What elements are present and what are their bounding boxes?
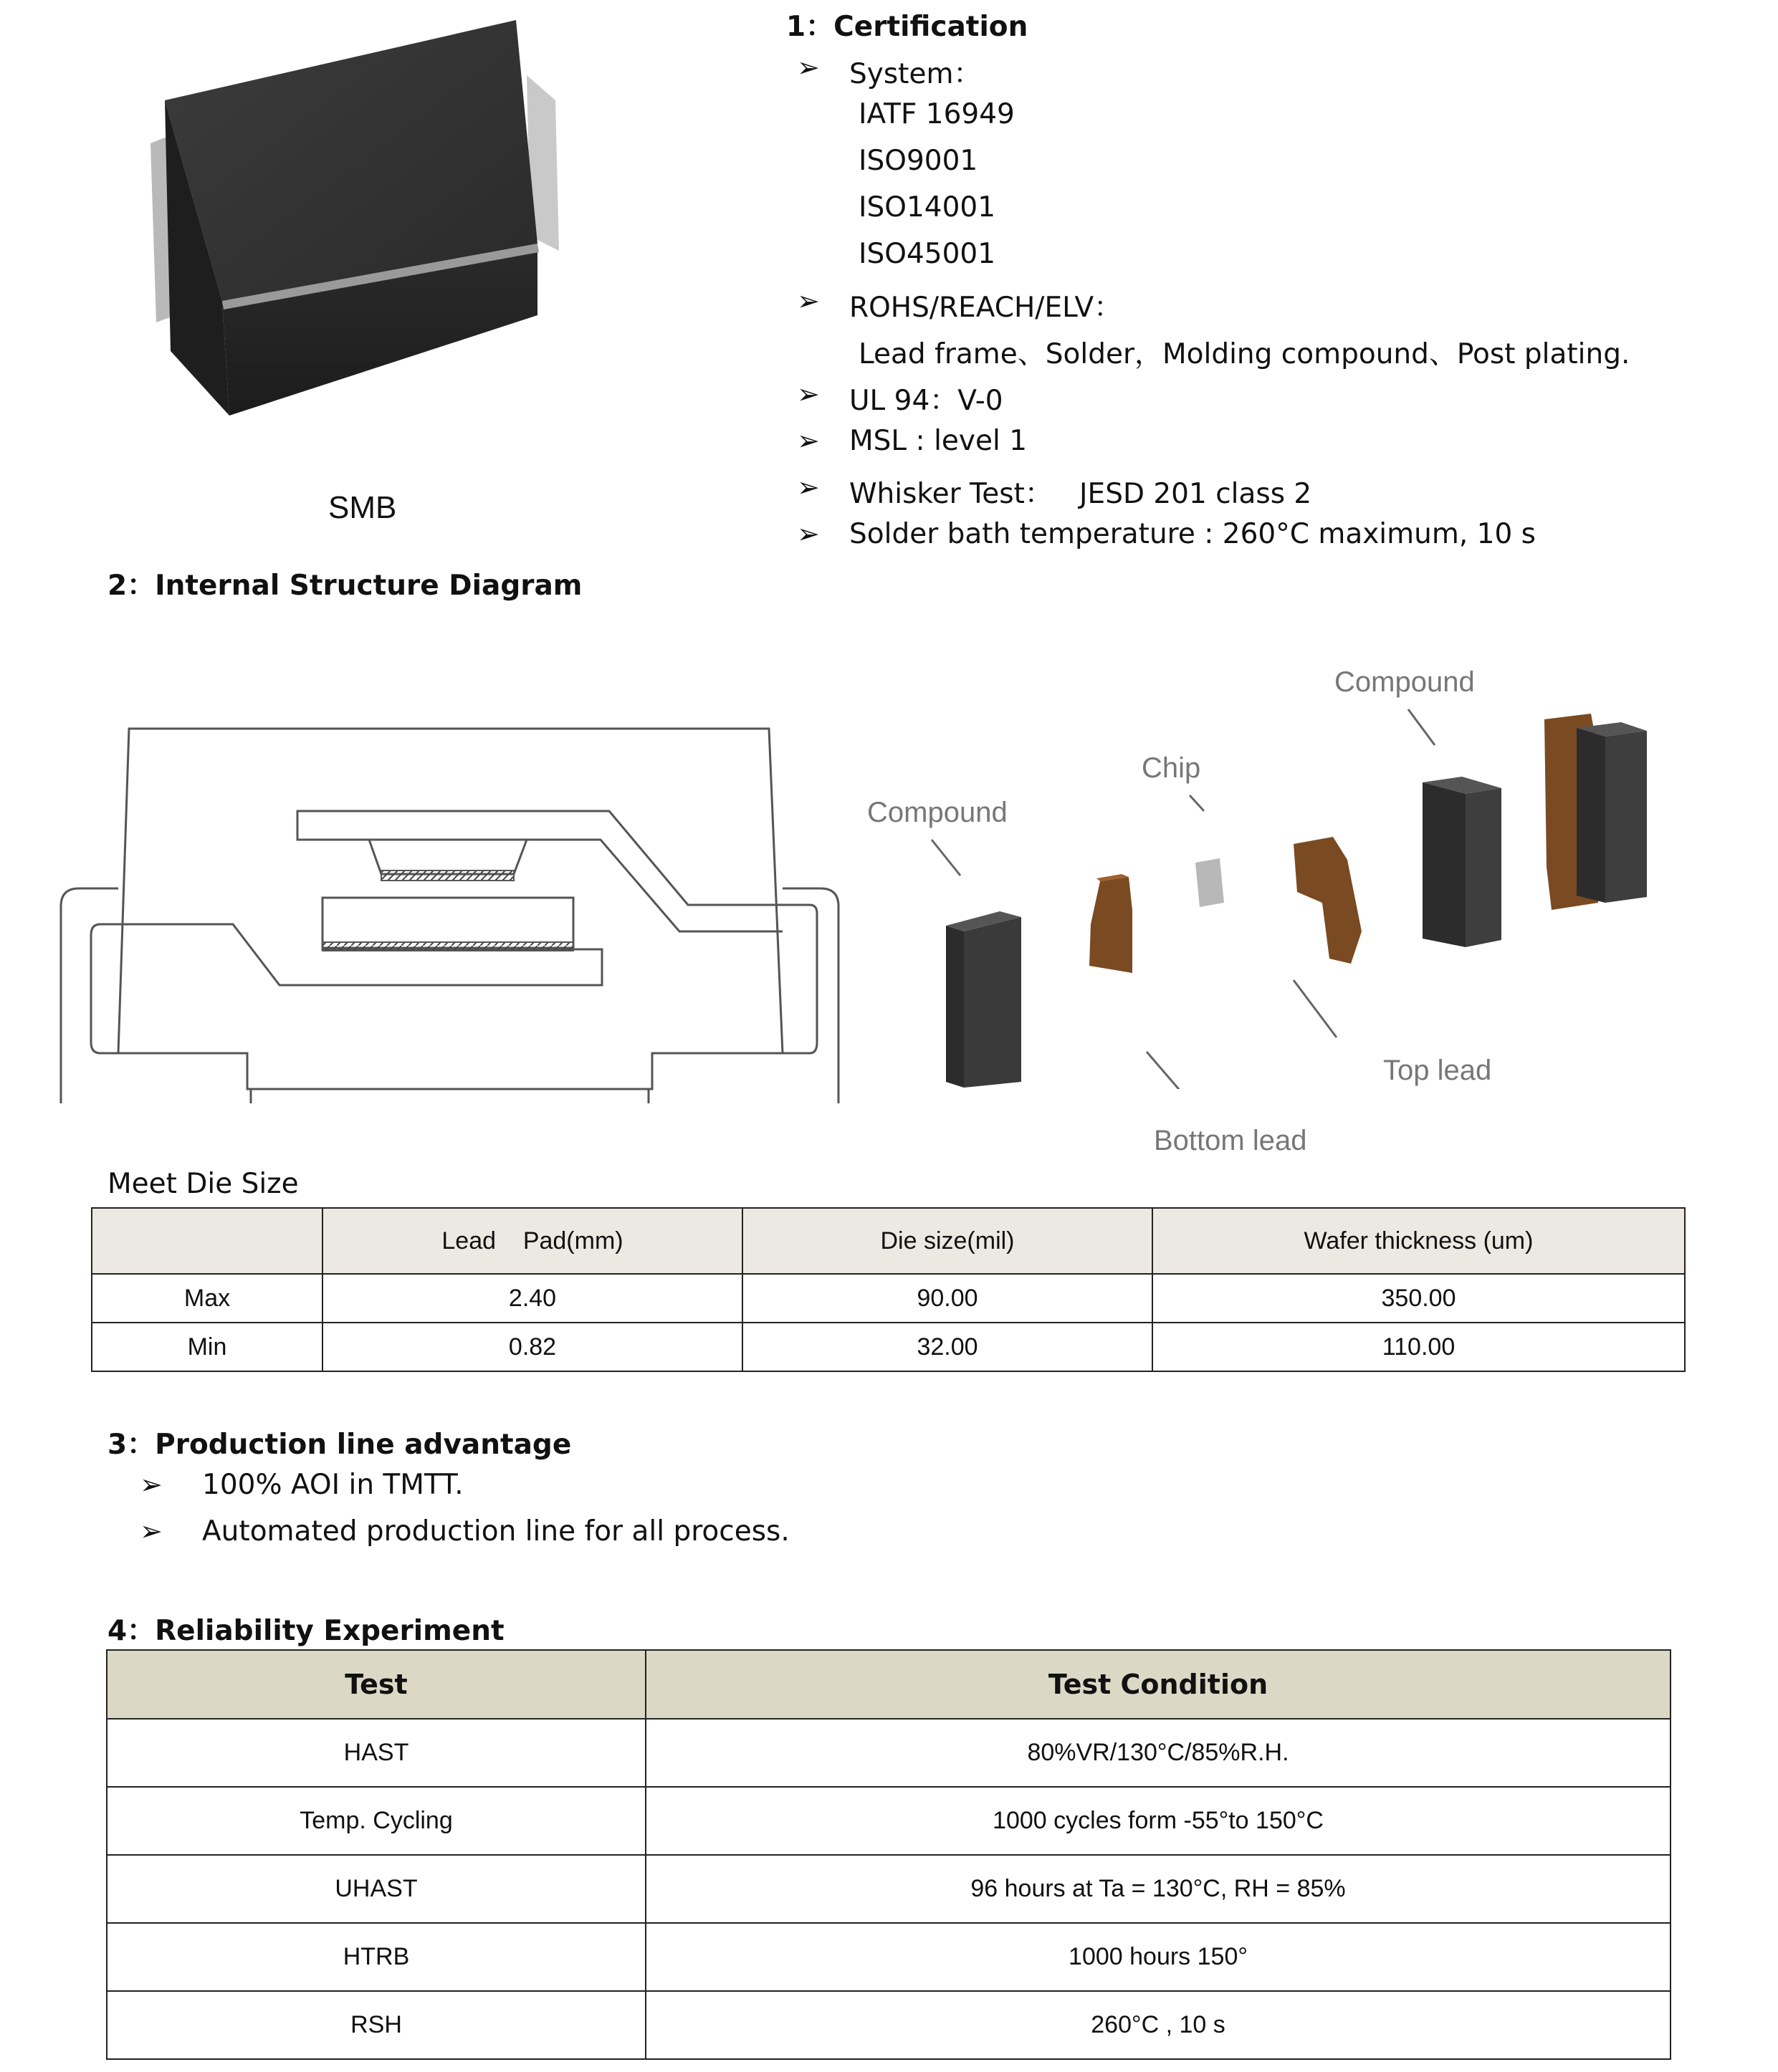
exploded-view-diagram xyxy=(846,688,1670,1089)
bullet-arrow-icon: ➢ xyxy=(140,1469,163,1500)
cert-system-iatf: IATF 16949 xyxy=(859,98,1015,130)
table-cell: 96 hours at Ta = 130°C, RH = 85% xyxy=(646,1855,1671,1923)
cert-item-msl: MSL : level 1 xyxy=(849,425,1028,457)
table-header-row xyxy=(107,1650,1671,1719)
table-cell: 32.00 xyxy=(742,1323,1152,1371)
package-label: SMB xyxy=(328,490,397,525)
header-cell: Lead Pad(mm) xyxy=(322,1208,742,1274)
bullet-arrow-icon: ➢ xyxy=(797,518,820,550)
internal-structure-title: 2：Internal Structure Diagram xyxy=(107,570,583,602)
cert-item-whisker: Whisker Test： JESD 201 class 2 xyxy=(849,478,1312,510)
table-cell: Min xyxy=(92,1323,322,1371)
label-top-lead: Top lead xyxy=(1383,1055,1492,1086)
table-cell: 110.00 xyxy=(1152,1323,1685,1371)
table-cell: 1000 cycles form -55°to 150°C xyxy=(646,1787,1671,1855)
die-size-table xyxy=(91,1207,1686,1372)
table-cell: RSH xyxy=(107,1991,646,2059)
header-cell: Test Condition xyxy=(646,1650,1671,1719)
cert-rohs-detail: Lead frame、Solder，Molding compound、Post plating. xyxy=(859,338,1630,370)
table-row xyxy=(107,1991,1671,2059)
header-cell: Wafer thickness (um) xyxy=(1152,1208,1685,1274)
table-row xyxy=(92,1323,1685,1371)
cross-section-diagram xyxy=(57,716,846,1103)
bullet-arrow-icon: ➢ xyxy=(797,425,820,456)
bullet-arrow-icon: ➢ xyxy=(797,285,820,317)
reliability-table xyxy=(106,1649,1671,2060)
table-row xyxy=(107,1719,1671,1787)
label-compound-left: Compound xyxy=(867,797,1008,828)
label-compound-right: Compound xyxy=(1334,666,1475,698)
cert-system-iso9001: ISO9001 xyxy=(859,145,978,177)
cert-system-iso14001: ISO14001 xyxy=(859,191,996,224)
bullet-arrow-icon: ➢ xyxy=(797,471,820,503)
table-row xyxy=(107,1923,1671,1991)
table-header-row xyxy=(92,1208,1685,1274)
cert-item-solder-bath: Solder bath temperature : 260°C maximum, 10 s xyxy=(849,518,1536,550)
bullet-arrow-icon: ➢ xyxy=(797,378,820,410)
production-item: 100% AOI in TMTT. xyxy=(202,1469,464,1501)
label-bottom-lead: Bottom lead xyxy=(1154,1125,1307,1156)
bullet-arrow-icon: ➢ xyxy=(797,52,820,83)
table-cell: 80%VR/130°C/85%R.H. xyxy=(646,1719,1671,1787)
header-cell: Die size(mil) xyxy=(742,1208,1152,1274)
table-cell: HTRB xyxy=(107,1923,646,1991)
cert-item-system: System： xyxy=(849,58,982,90)
table-cell: 350.00 xyxy=(1152,1274,1685,1323)
header-cell: Test xyxy=(107,1650,646,1719)
table-row xyxy=(92,1274,1685,1323)
label-chip: Chip xyxy=(1142,752,1201,784)
table-row xyxy=(107,1855,1671,1923)
header-cell xyxy=(92,1208,322,1274)
table-cell: 2.40 xyxy=(322,1274,742,1323)
production-title: 3：Production line advantage xyxy=(107,1429,572,1461)
bullet-arrow-icon: ➢ xyxy=(140,1515,163,1547)
table-cell: Temp. Cycling xyxy=(107,1787,646,1855)
table-cell: Max xyxy=(92,1274,322,1323)
production-item: Automated production line for all process. xyxy=(202,1515,790,1548)
table-cell: 0.82 xyxy=(322,1323,742,1371)
certification-title: 1：Certification xyxy=(786,11,1028,43)
die-size-caption: Meet Die Size xyxy=(107,1168,299,1200)
smb-package-image xyxy=(136,14,623,423)
cert-item-rohs: ROHS/REACH/ELV： xyxy=(849,292,1122,324)
table-cell: 260°C , 10 s xyxy=(646,1991,1671,2059)
table-cell: 90.00 xyxy=(742,1274,1152,1323)
cert-system-iso45001: ISO45001 xyxy=(859,238,996,270)
cert-item-ul94: UL 94：V-0 xyxy=(849,385,1003,417)
table-cell: UHAST xyxy=(107,1855,646,1923)
table-row xyxy=(107,1787,1671,1855)
table-cell: HAST xyxy=(107,1719,646,1787)
table-cell: 1000 hours 150° xyxy=(646,1923,1671,1991)
reliability-title: 4：Reliability Experiment xyxy=(107,1615,505,1647)
